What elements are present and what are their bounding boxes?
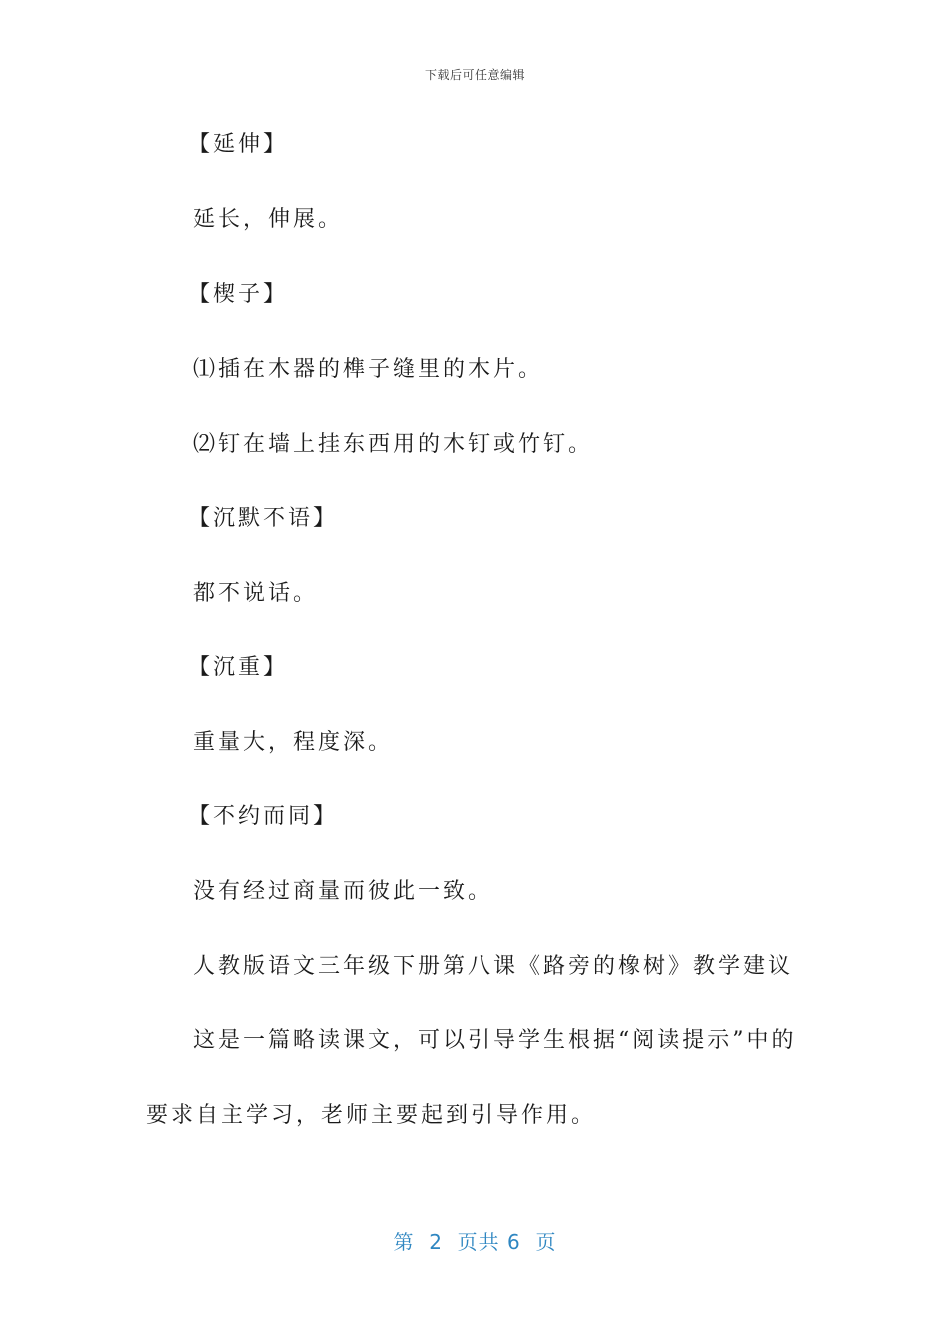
term-heading-yanshen: 【延伸】	[188, 132, 289, 157]
page-number-footer: 第 2 页共 6 页	[393, 1230, 557, 1254]
page-header-note: 下载后可任意编辑	[424, 68, 525, 82]
definition-yanshen: 延长，伸展。	[193, 207, 344, 232]
term-heading-xiezi: 【楔子】	[188, 282, 289, 307]
definition-buyueertong: 没有经过商量而彼此一致。	[193, 879, 494, 904]
definition-xiezi-2: ⑵钉在墙上挂东西用的木钉或竹钉。	[193, 432, 594, 457]
term-heading-buyueertong: 【不约而同】	[188, 804, 339, 829]
term-heading-chenmobuyu: 【沉默不语】	[188, 506, 339, 531]
paragraph-line-2: 要求自主学习，老师主要起到引导作用。	[146, 1103, 597, 1128]
term-heading-chenzhong: 【沉重】	[188, 655, 289, 680]
paragraph-line-1: 这是一篇略读课文，可以引导学生根据“阅读提示”中的	[193, 1028, 797, 1053]
definition-chenmobuyu: 都不说话。	[193, 581, 319, 606]
definition-chenzhong: 重量大，程度深。	[193, 730, 394, 755]
definition-xiezi-1: ⑴插在木器的榫子缝里的木片。	[193, 357, 544, 382]
section-title: 人教版语文三年级下册第八课《路旁的橡树》教学建议	[193, 954, 794, 979]
